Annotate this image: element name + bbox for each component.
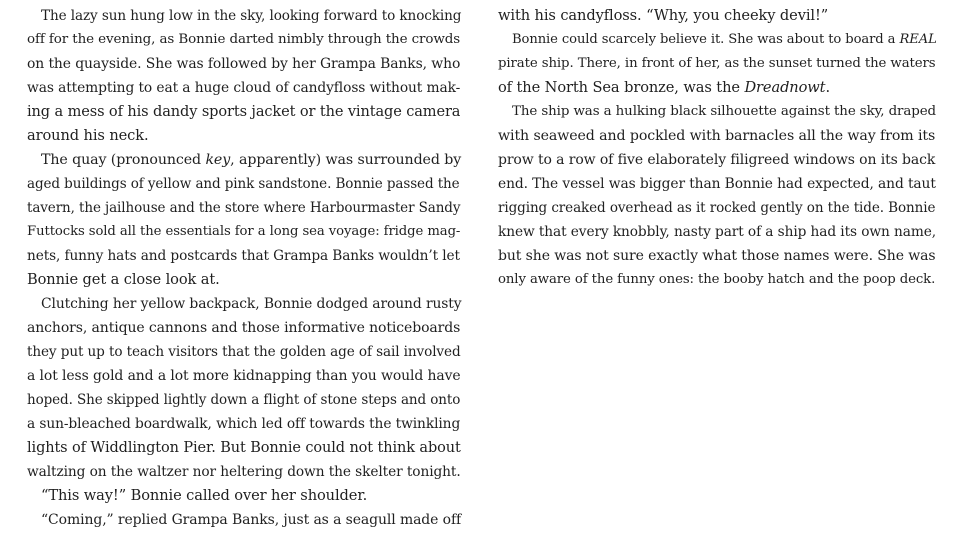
- italic-text: REAL: [899, 32, 937, 47]
- right-text-column: [498, 4, 936, 292]
- text-run: around his neck.: [27, 127, 149, 144]
- text-run: “Coming,” replied Grampa Banks, just as a seagull made off: [41, 512, 462, 528]
- text-run: on the quayside. She was followed by her Grampa Banks, who: [27, 56, 461, 72]
- text-run: waltzing on the waltzer nor heltering down the skelter tonight.: [27, 464, 461, 480]
- text-line: [27, 244, 461, 268]
- text-run: rigging creaked overhead as it rocked gently on the tide. Bonnie: [498, 200, 936, 216]
- text-run: of the North Sea bronze, was the: [498, 79, 745, 96]
- text-run: with seaweed and pockled with barnacles all the way from its: [498, 128, 936, 144]
- text-line: [27, 508, 461, 532]
- text-line: [27, 100, 461, 124]
- text-run: hoped. She skipped lightly down a flight of stone steps and onto: [27, 392, 461, 408]
- text-run: off for the evening, as Bonnie darted nimbly through the crowds: [27, 32, 461, 47]
- text-line: [498, 220, 936, 244]
- text-run: lights of Widdlington Pier. But Bonnie could not think about: [27, 440, 461, 456]
- text-line: [27, 28, 461, 52]
- left-text-column: [27, 4, 461, 532]
- text-line: [27, 220, 461, 244]
- text-line: [498, 28, 936, 52]
- text-run: The lazy sun hung low in the sky, looking forward to knocking: [41, 8, 462, 24]
- text-line: [27, 316, 461, 340]
- text-line: [498, 268, 936, 292]
- text-line: [27, 52, 461, 76]
- text-line: [27, 340, 461, 364]
- text-run: Futtocks sold all the essentials for a long sea voyage: fridge mag-: [27, 224, 461, 239]
- italic-text: Dreadnowt: [744, 79, 826, 96]
- text-line: [27, 412, 461, 436]
- text-line: [27, 124, 461, 148]
- text-run: tavern, the jailhouse and the store where Harbourmaster Sandy: [27, 200, 461, 216]
- text-line: [27, 76, 461, 100]
- text-run: The quay (pronounced: [41, 152, 206, 168]
- text-line: [27, 460, 461, 484]
- italic-text: key: [205, 152, 231, 168]
- text-line: [27, 172, 461, 196]
- text-line: [498, 4, 936, 28]
- text-run: Bonnie get a close look at.: [27, 271, 220, 288]
- text-run: a lot less gold and a lot more kidnapping than you would have: [27, 368, 461, 384]
- book-spread: [0, 4, 960, 536]
- text-run: knew that every knobbly, nasty part of a ship had its own name,: [498, 224, 937, 240]
- text-line: [498, 172, 936, 196]
- text-run: nets, funny hats and postcards that Grampa Banks wouldn’t let: [27, 248, 460, 264]
- text-line: [27, 268, 461, 292]
- text-run: but she was not sure exactly what those names were. She was: [498, 248, 936, 264]
- text-run: anchors, antique cannons and those informative noticeboards: [27, 320, 461, 336]
- text-line: [27, 292, 461, 316]
- text-line: [498, 100, 936, 124]
- text-run: , apparently) was surrounded by: [230, 152, 462, 168]
- text-run: with his candyfloss. “Why, you cheeky devil!”: [498, 7, 829, 24]
- text-run: only aware of the funny ones: the booby hatch and the poop deck.: [498, 272, 936, 287]
- text-line: [27, 196, 461, 220]
- text-line: [498, 52, 936, 76]
- text-line: [498, 244, 936, 268]
- text-run: they put up to teach visitors that the golden age of sail involved: [27, 344, 461, 360]
- text-line: [27, 484, 461, 508]
- text-line: [27, 364, 461, 388]
- text-run: aged buildings of yellow and pink sandstone. Bonnie passed the: [27, 176, 460, 192]
- text-line: [27, 436, 461, 460]
- text-run: was attempting to eat a huge cloud of candyfloss without mak-: [27, 80, 461, 96]
- text-line: [498, 76, 936, 100]
- text-run: The ship was a hulking black silhouette against the sky, draped: [512, 104, 937, 119]
- text-line: [27, 4, 461, 28]
- text-run: Clutching her yellow backpack, Bonnie dodged around rusty: [41, 296, 462, 312]
- text-run: prow to a row of five elaborately filigreed windows on its back: [498, 152, 936, 168]
- text-run: ing a mess of his dandy sports jacket or the vintage camera: [27, 104, 461, 120]
- text-line: [27, 148, 461, 172]
- text-run: .: [825, 79, 830, 96]
- text-run: a sun-bleached boardwalk, which led off towards the twinkling: [27, 416, 461, 432]
- text-line: [27, 388, 461, 412]
- text-run: end. The vessel was bigger than Bonnie had expected, and taut: [498, 176, 936, 192]
- text-line: [498, 124, 936, 148]
- text-run: “This way!” Bonnie called over her shoulder.: [41, 487, 368, 504]
- text-line: [498, 148, 936, 172]
- text-line: [498, 196, 936, 220]
- text-run: Bonnie could scarcely believe it. She was about to board a: [512, 32, 900, 47]
- text-run: pirate ship. There, in front of her, as the sunset turned the waters: [498, 56, 936, 71]
